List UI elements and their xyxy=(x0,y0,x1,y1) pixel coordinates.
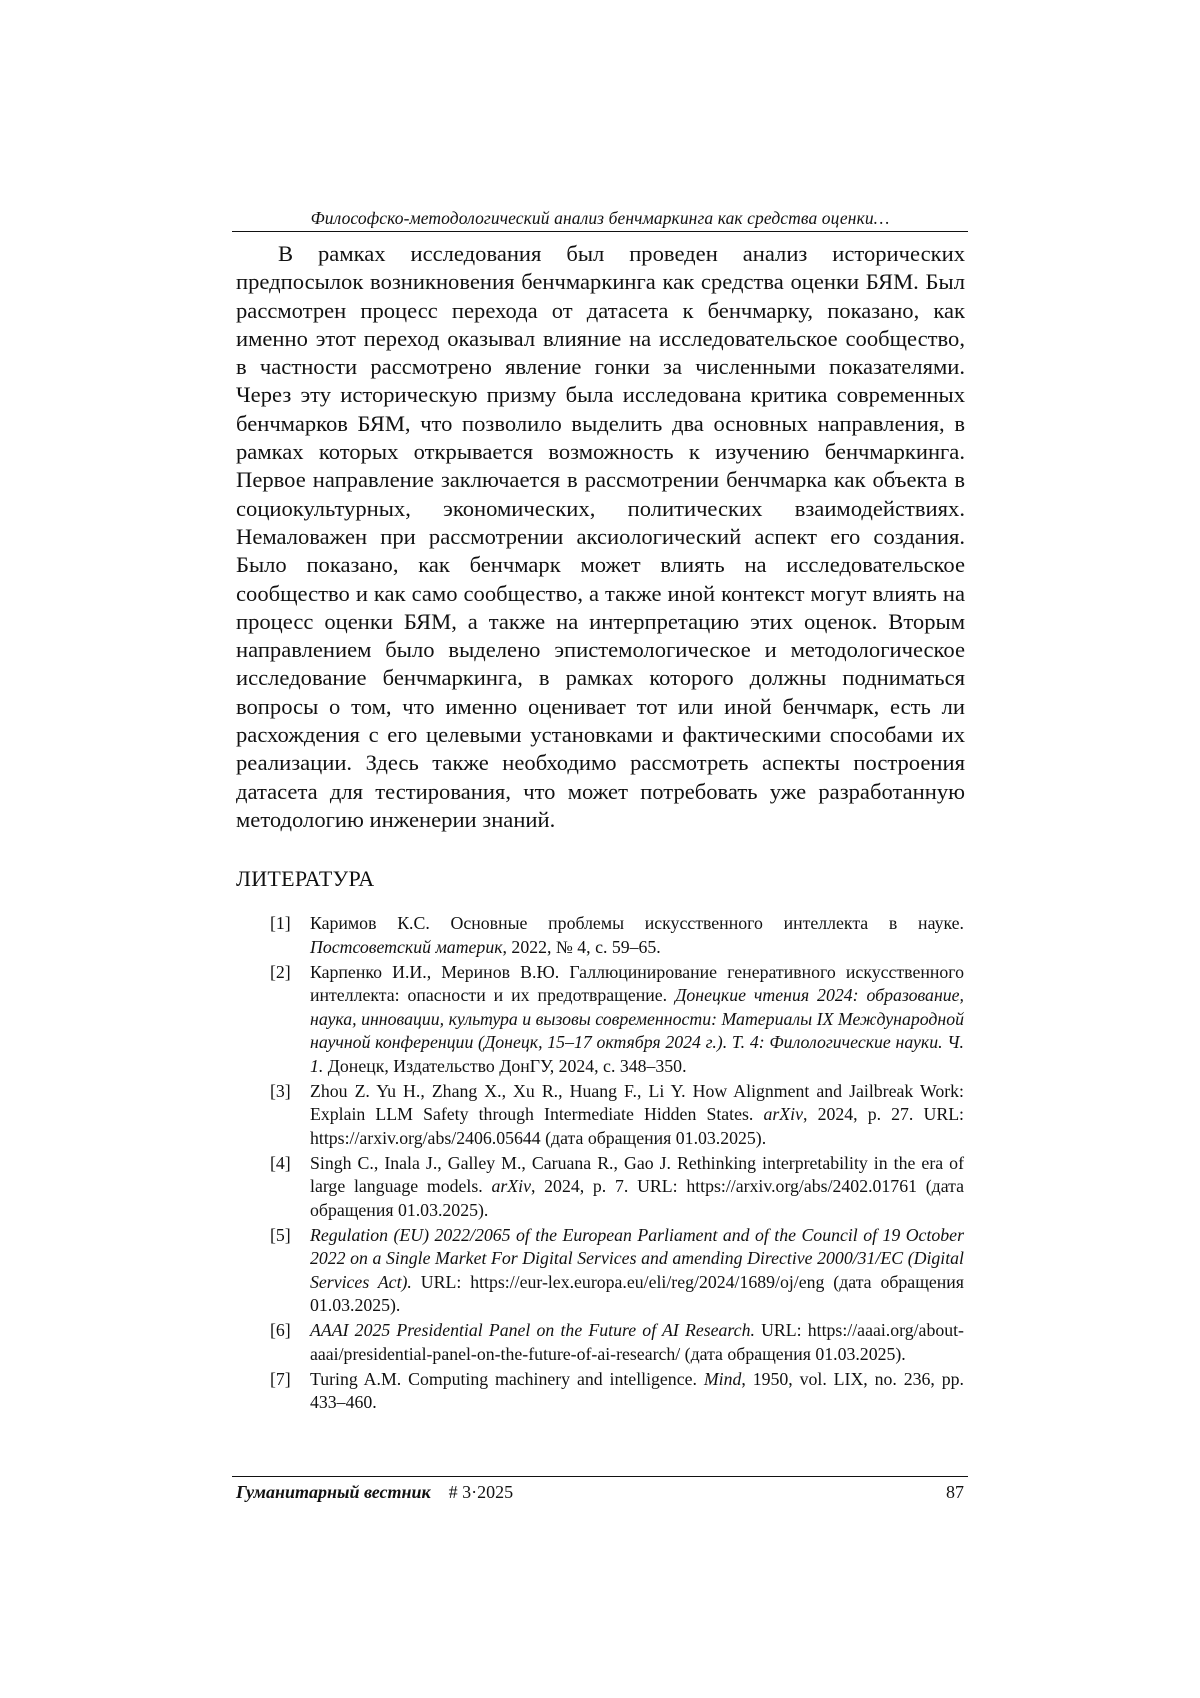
reference-text: Zhou Z. Yu H., Zhang X., Xu R., Huang F., Li Y. How Alignment and Jailbreak Work: Explain LLM Safety through Intermediate Hidden States. xyxy=(310,1080,964,1124)
reference-source: Постсоветский материк xyxy=(310,936,503,957)
reference-text: Turing A.M. Computing machinery and intelligence. xyxy=(310,1368,704,1389)
reference-source: Донецкие чтения 2024: образование, наука, инновации, культура и вызовы современности: Материалы IX Международной научной конференции (Донецк, 15–17 октября 2024 г.). Т. 4: Филологические науки. Ч. 1. xyxy=(310,985,964,1076)
reference-details: Донецк, Издательство ДонГУ, 2024, с. 348–350. xyxy=(323,1055,687,1076)
page-footer xyxy=(236,1482,964,1503)
running-head: Философско-методологический анализ бенчмаркинга как средства оценки… xyxy=(310,208,890,228)
reference-item xyxy=(270,1368,964,1415)
reference-details: , 2022, № 4, с. 59–65. xyxy=(502,936,661,957)
footer-journal-info xyxy=(236,1482,513,1503)
reference-text: Карпенко И.И., Меринов В.Ю. Галлюцинирование генеративного искусственного интеллекта: опасности и их предотвращение. xyxy=(310,961,964,1005)
header-rule xyxy=(232,231,968,232)
page-number: 87 xyxy=(946,1482,964,1502)
reference-number: [1] xyxy=(270,913,291,933)
reference-item xyxy=(270,1152,964,1223)
issue-number: # 3·2025 xyxy=(448,1482,514,1502)
reference-details: , 2024, p. 27. URL: https://arxiv.org/abs/2406.05644 (дата обращения 01.03.2025). xyxy=(310,1104,964,1148)
reference-number: [5] xyxy=(270,1224,291,1245)
reference-text: Singh C., Inala J., Galley M., Caruana R., Gao J. Rethinking interpretability in the era of large language models. xyxy=(310,1152,964,1196)
reference-source: arXiv xyxy=(763,1104,804,1124)
reference-source: Regulation (EU) 2022/2065 of the European Parliament and of the Council of 19 October 2022 on a Single Market For Digital Services and amending Directive 2000/31/EC (Digital Services Act). xyxy=(310,1224,964,1292)
reference-item xyxy=(270,1224,964,1318)
reference-details: , 1950, vol. LIX, no. 236, pp. 433–460. xyxy=(310,1368,964,1412)
reference-item xyxy=(270,1080,964,1151)
reference-number: [6] xyxy=(270,1320,291,1340)
reference-number: [3] xyxy=(270,1080,291,1101)
reference-number: [7] xyxy=(270,1368,291,1389)
footer-rule xyxy=(232,1476,968,1477)
conclusion-text xyxy=(236,240,965,834)
reference-number: [4] xyxy=(270,1152,291,1173)
references-heading: ЛИТЕРАТУРА xyxy=(236,866,375,891)
reference-source: AAAI 2025 Presidential Panel on the Future of AI Research. xyxy=(310,1320,755,1340)
reference-item xyxy=(270,912,964,959)
reference-details: URL: https://eur-lex.europa.eu/eli/reg/2024/1689/oj/eng (дата обращения 01.03.2025). xyxy=(310,1271,964,1315)
references-list xyxy=(270,912,964,1416)
reference-source: arXiv xyxy=(491,1176,531,1196)
reference-details: , 2024, p. 7. URL: https://arxiv.org/abs/2402.01761 (дата обращения 01.03.2025). xyxy=(310,1176,965,1220)
conclusion-paragraph: В рамках исследования был проведен анализ исторических предпосылок возникновения бенчмаркинга как средства оценки БЯМ. Был рассмотрен процесс перехода от датасета к бенчмарку, показано, как именно этот переход оказывал влияние на исследовательское сообщество, в частности рассмотрено явление гонки за численными показателями. Через эту историческую призму была исследована критика современных бенчмарков БЯМ, что позволило выделить два основных направления, в рамках которых открывается возможность к изучению бенчмаркинга. Первое направление заключается в рассмотрении бенчмарка как объекта в социокультурных, экономических, политических взаимодействиях. Немаловажен при рассмотрении аксиологический аспект его создания. Было показано, как бенчмарк может влиять на исследовательское сообщество и как само сообщество, а также иной контекст могут влиять на процесс оценки БЯМ, а также на интерпретацию этих оценок. Вторым направлением было выделено эпистемологическое и методологическое исследование бенчмаркинга, в рамках которого должны подниматься вопросы о том, что именно оценивает тот или иной бенчмарк, есть ли расхождения с его целевыми установками и фактическими способами их реализации. Здесь также необходимо рассмотреть аспекты построения датасета для тестирования, что может потребовать уже разработанную методологию инженерии знаний. xyxy=(236,241,965,832)
reference-text: Каримов К.С. Основные проблемы искусственного интеллекта в науке. xyxy=(310,913,964,933)
journal-title: Гуманитарный вестник xyxy=(236,1482,431,1502)
reference-details: URL: https://aaai.org/about-aaai/presidential-panel-on-the-future-of-ai-research/ (дата обращения 01.03.2025). xyxy=(310,1320,964,1364)
reference-item xyxy=(270,961,964,1079)
reference-number: [2] xyxy=(270,961,291,982)
reference-source: Mind xyxy=(703,1368,742,1389)
reference-item xyxy=(270,1319,964,1366)
